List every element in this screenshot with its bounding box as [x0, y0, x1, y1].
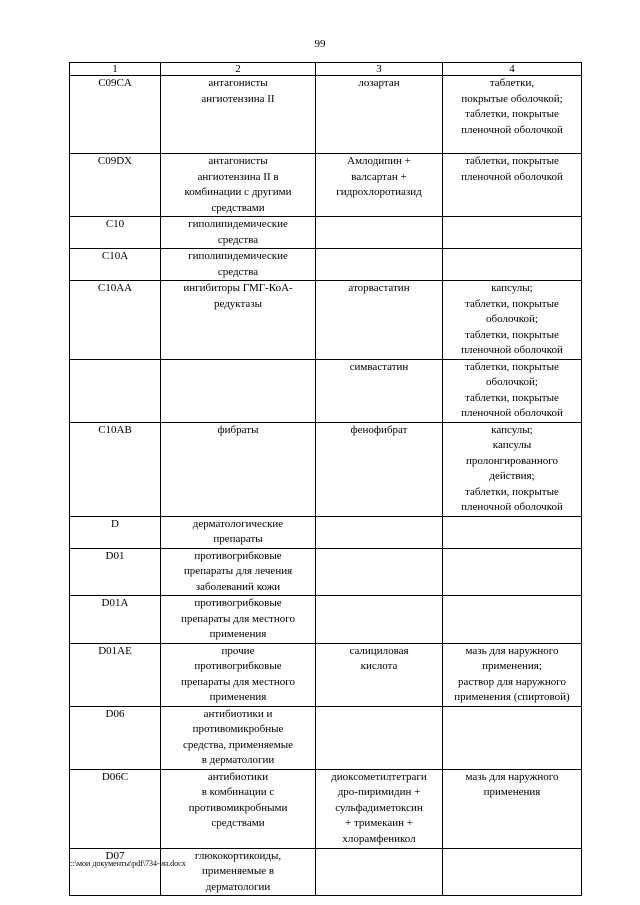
- group-cell-line: антибиотики и: [203, 707, 273, 720]
- drug-cell: [316, 848, 443, 896]
- table-row: [70, 706, 582, 769]
- code-cell: C09CA: [70, 76, 161, 154]
- group-cell-line: противомикробными: [188, 801, 288, 814]
- group-cell-line: в дерматологии: [201, 754, 275, 766]
- group-cell-line: ангиотензина II: [201, 92, 275, 105]
- group-cell: [161, 422, 316, 516]
- group-cell-line: антагонисты: [208, 155, 268, 167]
- form-cell-line: пролонгированного: [466, 454, 558, 467]
- group-cell-line: средствами: [211, 201, 265, 214]
- drug-cell: [316, 596, 443, 644]
- form-cell-line: оболочкой;: [486, 376, 538, 388]
- group-cell: [161, 516, 316, 548]
- drug-table: [69, 62, 582, 896]
- page-number: 99: [314, 38, 326, 50]
- group-cell: [161, 281, 316, 360]
- table-row: [70, 359, 582, 422]
- group-cell-line: применения: [209, 691, 267, 703]
- form-cell-line: таблетки, покрытые: [465, 155, 559, 167]
- form-cell-line: таблетки, покрытые: [465, 328, 559, 341]
- drug-cell-line: дро-пиримидин +: [337, 786, 421, 798]
- code-cell: C10A: [70, 249, 161, 281]
- drug-cell-line: хлорамфеникол: [342, 832, 416, 845]
- form-cell: [443, 76, 582, 154]
- table-header-row: [70, 63, 582, 76]
- form-cell: [443, 769, 582, 848]
- code-cell: D06C: [70, 769, 161, 848]
- group-cell-line: комбинации с другими: [184, 186, 292, 198]
- group-cell-line: препараты для местного: [181, 612, 295, 625]
- form-cell-line: применения: [483, 786, 541, 798]
- group-cell-line: ангиотензина II в: [197, 170, 279, 183]
- group-cell-line: препараты для местного: [181, 675, 295, 688]
- group-cell: [161, 154, 316, 217]
- form-cell-line: оболочкой;: [486, 313, 538, 325]
- code-cell: D07: [70, 848, 161, 896]
- form-cell-line: пленочной оболочкой: [461, 344, 563, 356]
- group-cell-line: в комбинации с: [201, 786, 275, 798]
- drug-cell: [316, 706, 443, 769]
- group-cell-line: заболеваний кожи: [195, 580, 281, 593]
- group-cell-line: средства: [217, 265, 259, 278]
- group-cell: [161, 596, 316, 644]
- form-cell: [443, 516, 582, 548]
- table-row: [70, 769, 582, 848]
- table-row: [70, 596, 582, 644]
- group-cell: [161, 217, 316, 249]
- code-cell: D01: [70, 548, 161, 596]
- code-cell: D01AE: [70, 643, 161, 706]
- group-cell: [161, 548, 316, 596]
- drug-cell: [316, 548, 443, 596]
- form-cell: [443, 422, 582, 516]
- form-cell: [443, 706, 582, 769]
- drug-cell: [316, 76, 443, 154]
- drug-cell-line: фенофибрат: [350, 423, 408, 436]
- form-cell: [443, 596, 582, 644]
- code-cell: [70, 359, 161, 422]
- drug-cell: [316, 643, 443, 706]
- drug-cell-line: салициловая: [349, 644, 409, 657]
- form-cell-line: применения;: [482, 660, 542, 672]
- form-cell-line: таблетки, покрытые: [465, 360, 559, 373]
- drug-cell: [316, 422, 443, 516]
- form-cell-line: пленочной оболочкой: [461, 407, 563, 419]
- drug-cell-line: + тримекаин +: [345, 817, 413, 829]
- drug-cell-line: диоксометилтетраги: [331, 770, 427, 783]
- code-cell: C09DX: [70, 154, 161, 217]
- table-row: [70, 249, 582, 281]
- form-cell: [443, 217, 582, 249]
- group-cell-line: редуктазы: [213, 297, 263, 310]
- drug-cell-line: валсартан +: [351, 170, 407, 183]
- drug-cell-line: лозартан: [358, 77, 400, 89]
- form-cell-line: таблетки, покрытые: [465, 108, 559, 120]
- table-row: [70, 217, 582, 249]
- form-cell-line: таблетки,: [489, 77, 535, 89]
- form-cell-line: капсулы;: [491, 423, 533, 436]
- table-row: [70, 76, 582, 154]
- group-cell-line: применения: [209, 628, 267, 640]
- group-cell-line: препараты: [213, 533, 263, 545]
- group-cell-line: противогрибковые: [194, 597, 282, 609]
- code-cell: C10AB: [70, 422, 161, 516]
- form-cell-line: капсулы: [492, 439, 532, 451]
- group-cell-line: противомикробные: [192, 723, 284, 735]
- group-cell-line: противогрибковые: [194, 660, 282, 672]
- form-cell-line: таблетки, покрытые: [465, 297, 559, 310]
- group-cell-line: средства: [217, 233, 259, 246]
- drug-cell-line: сульфадиметоксин: [335, 801, 423, 814]
- form-cell-line: таблетки, покрытые: [465, 391, 559, 404]
- group-cell-line: применяемые в: [201, 865, 275, 877]
- form-cell: [443, 359, 582, 422]
- drug-cell: [316, 154, 443, 217]
- form-cell: [443, 643, 582, 706]
- form-cell-line: раствор для наружного: [457, 675, 567, 688]
- group-cell-line: препараты для лечения: [183, 565, 293, 577]
- group-cell-line: гиполипидемические: [188, 250, 288, 262]
- group-cell-line: средства, применяемые: [182, 738, 294, 751]
- group-cell: [161, 359, 316, 422]
- table-row: [70, 548, 582, 596]
- group-cell-line: дерматологические: [192, 517, 284, 530]
- group-cell-line: антибиотики: [207, 770, 269, 783]
- form-cell-line: применения (спиртовой): [454, 691, 570, 703]
- header-cell: 3: [316, 63, 443, 76]
- form-cell-line: пленочной оболочкой: [461, 170, 563, 183]
- group-cell-line: противогрибковые: [194, 549, 282, 562]
- group-cell-line: антагонисты: [208, 77, 268, 89]
- header-cell: 2: [161, 63, 316, 76]
- table-row: [70, 154, 582, 217]
- drug-cell: [316, 217, 443, 249]
- form-cell: [443, 848, 582, 896]
- group-cell: [161, 249, 316, 281]
- form-cell-line: пленочной оболочкой: [461, 123, 563, 136]
- group-cell-line: дерматологии: [205, 880, 271, 893]
- drug-cell: [316, 281, 443, 360]
- group-cell: [161, 76, 316, 154]
- code-cell: D01A: [70, 596, 161, 644]
- form-cell-line: капсулы;: [491, 282, 533, 294]
- form-cell: [443, 281, 582, 360]
- header-cell: 4: [443, 63, 582, 76]
- form-cell: [443, 548, 582, 596]
- drug-cell-line: аторвастатин: [348, 282, 410, 294]
- drug-cell: [316, 769, 443, 848]
- group-cell: [161, 706, 316, 769]
- form-cell-line: мазь для наружного: [465, 644, 559, 657]
- code-cell: D: [70, 516, 161, 548]
- form-cell-line: таблетки, покрытые: [465, 485, 559, 498]
- header-cell: 1: [70, 63, 161, 76]
- footer-file-path: c:\мои документы\pdf\734-ин.docx: [69, 859, 186, 868]
- drug-cell-line: симвастатин: [349, 360, 409, 373]
- drug-cell: [316, 359, 443, 422]
- group-cell: [161, 643, 316, 706]
- form-cell: [443, 249, 582, 281]
- group-cell-line: фибраты: [217, 423, 259, 436]
- group-cell-line: глюкокортикоиды,: [194, 849, 282, 862]
- drug-cell-line: Амлодипин +: [347, 155, 411, 167]
- drug-cell-line: гидрохлоротиазид: [336, 186, 422, 198]
- code-cell: C10: [70, 217, 161, 249]
- table-row: [70, 848, 582, 896]
- drug-cell: [316, 249, 443, 281]
- drug-cell: [316, 516, 443, 548]
- code-cell: D06: [70, 706, 161, 769]
- group-cell-line: гиполипидемические: [188, 218, 288, 230]
- form-cell-line: пленочной оболочкой: [461, 501, 563, 513]
- form-cell-line: мазь для наружного: [465, 770, 559, 783]
- table-row: [70, 516, 582, 548]
- form-cell: [443, 154, 582, 217]
- table-row: [70, 643, 582, 706]
- group-cell-line: ингибиторы ГМГ-КоА-: [183, 282, 293, 294]
- group-cell-line: прочие: [221, 644, 255, 657]
- table-row: [70, 422, 582, 516]
- form-cell-line: действия;: [489, 470, 535, 482]
- form-cell-line: покрытые оболочкой;: [461, 92, 563, 105]
- group-cell: [161, 848, 316, 896]
- code-cell: C10AA: [70, 281, 161, 360]
- group-cell-line: средствами: [211, 817, 265, 829]
- table-row: [70, 281, 582, 360]
- group-cell: [161, 769, 316, 848]
- drug-cell-line: кислота: [360, 660, 398, 672]
